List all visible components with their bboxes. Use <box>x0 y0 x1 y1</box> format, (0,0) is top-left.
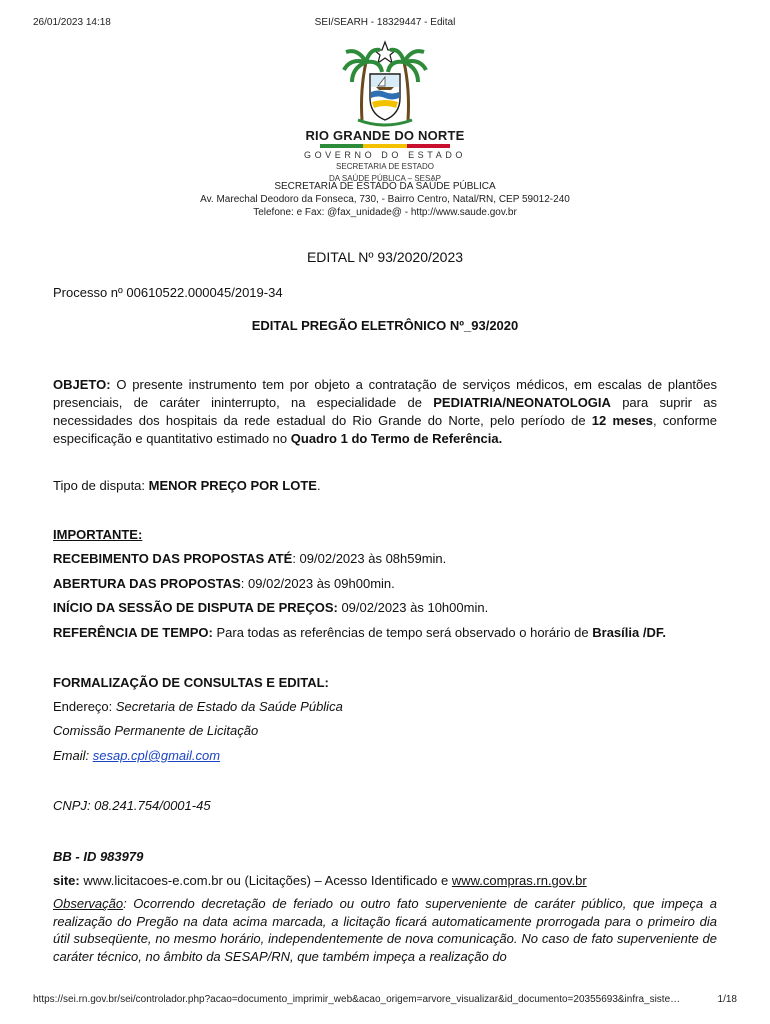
receipt-value: : 09/02/2023 às 08h59min. <box>292 551 447 566</box>
site-label: site: <box>53 873 80 888</box>
print-datetime: 26/01/2023 14:18 <box>33 17 111 28</box>
observacao-paragraph <box>53 895 717 965</box>
objeto-paragraph <box>53 376 717 448</box>
objeto-text3: , conforme especificação e quantitativo estimado no <box>53 413 717 446</box>
dispute-label: Tipo de disputa: <box>53 478 149 493</box>
bb-id: BB - ID 983979 <box>53 849 144 864</box>
time-value: Para todas as referências de tempo será observado o horário de <box>212 625 593 640</box>
process-number: Processo nº 00610522.000045/2019-34 <box>53 285 283 300</box>
document-title: EDITAL Nº 93/2020/2023 <box>306 249 464 265</box>
cnpj: CNPJ: 08.241.754/0001-45 <box>53 798 211 813</box>
time-zone: Brasília /DF. <box>592 625 666 640</box>
site-line <box>53 873 587 888</box>
session-label: INÍCIO DA SESSÃO DE DISPUTA DE PREÇOS: <box>53 600 338 615</box>
session-value: 09/02/2023 às 10h00min. <box>337 600 489 615</box>
opening-line <box>53 576 395 591</box>
important-heading: IMPORTANTE: <box>53 527 143 542</box>
email-label: Email: <box>53 748 93 763</box>
observacao-text: : Ocorrendo decretação de feriado ou outro fato superveniente de caráter público, que impeça a realização do Pregão na data acima marcada, a licitação ficará automaticamente prorrogada para o primeiro dia útil subseqüente, no mesmo horário, independentemente de nova comunicação. No caso de fato superveniente de caráter técnico, no âmbito da SESAP/RN, que também impeça a realização do <box>53 896 717 964</box>
state-name: RIO GRANDE DO NORTE <box>305 128 465 143</box>
document-subtitle: EDITAL PREGÃO ELETRÔNICO Nº_93/2020 <box>251 318 519 333</box>
consultas-address <box>53 699 343 714</box>
flag-color-bar <box>320 144 450 148</box>
dispute-end: . <box>316 478 321 493</box>
print-title: SEI/SEARH - 18329447 - Edital <box>314 17 456 28</box>
site-link[interactable]: www.compras.rn.gov.br <box>451 873 587 888</box>
session-line <box>53 600 488 615</box>
receipt-label: RECEBIMENTO DAS PROPOSTAS ATÉ <box>53 551 293 566</box>
address-value: Secretaria de Estado da Saúde Pública <box>115 699 343 714</box>
address-label: Endereço: <box>53 699 116 714</box>
objeto-text2: para suprir as necessidades dos hospitais da rede estadual do Rio Grande do Norte, pelo período de <box>53 395 717 428</box>
secretariat-line1: SECRETARIA DE ESTADO <box>336 162 434 171</box>
objeto-text1: O presente instrumento tem por objeto a contratação de serviços médicos, em escalas de plantões presenciais, de caráter ininterrupto, na especialidade de <box>53 377 717 410</box>
government-label: GOVERNO DO ESTADO <box>303 150 467 160</box>
site-text: www.licitacoes-e.com.br ou (Licitações) – Acesso Identificado e <box>79 873 452 888</box>
time-label: REFERÊNCIA DE TEMPO: <box>53 625 213 640</box>
objeto-period: 12 meses <box>591 413 653 428</box>
dispute-type <box>53 478 321 493</box>
state-brand <box>0 128 770 184</box>
consultas-heading: FORMALIZAÇÃO DE CONSULTAS E EDITAL: <box>53 675 329 690</box>
state-crest <box>0 40 770 133</box>
dispute-value: MENOR PREÇO POR LOTE <box>148 478 317 493</box>
institution-phone: Telefone: e Fax: @fax_unidade@ - http://www.saude.gov.br <box>253 207 517 218</box>
receipt-line <box>53 551 446 566</box>
objeto-label: OBJETO: <box>53 377 111 392</box>
print-header <box>33 17 737 31</box>
print-footer <box>33 994 737 1008</box>
commission-name: Comissão Permanente de Licitação <box>53 723 259 738</box>
page-number: 1/18 <box>717 994 737 1005</box>
observacao-label: Observação <box>53 896 124 911</box>
crest-icon <box>340 40 430 128</box>
secretariat-line2: DA SAÚDE PÚBLICA – SESAP <box>328 174 442 183</box>
institution-name: SECRETARIA DE ESTADO DA SAÚDE PÚBLICA <box>274 181 496 192</box>
opening-label: ABERTURA DAS PROPOSTAS <box>53 576 241 591</box>
print-url: https://sei.rn.gov.br/sei/controlador.php?acao=documento_imprimir_web&acao_origem=arvore_visualizar&id_documento=20355693&infra_siste… <box>33 994 681 1005</box>
institution-info <box>0 180 770 219</box>
objeto-reference: Quadro 1 do Termo de Referência. <box>290 431 503 446</box>
email-link[interactable]: sesap.cpl@gmail.com <box>92 748 221 763</box>
objeto-specialty: PEDIATRIA/NEONATOLOGIA <box>433 395 611 410</box>
institution-address: Av. Marechal Deodoro da Fonseca, 730, - Bairro Centro, Natal/RN, CEP 59012-240 <box>200 194 570 205</box>
time-reference-line <box>53 625 666 640</box>
email-line <box>53 748 220 763</box>
opening-value: : 09/02/2023 às 09h00min. <box>240 576 395 591</box>
